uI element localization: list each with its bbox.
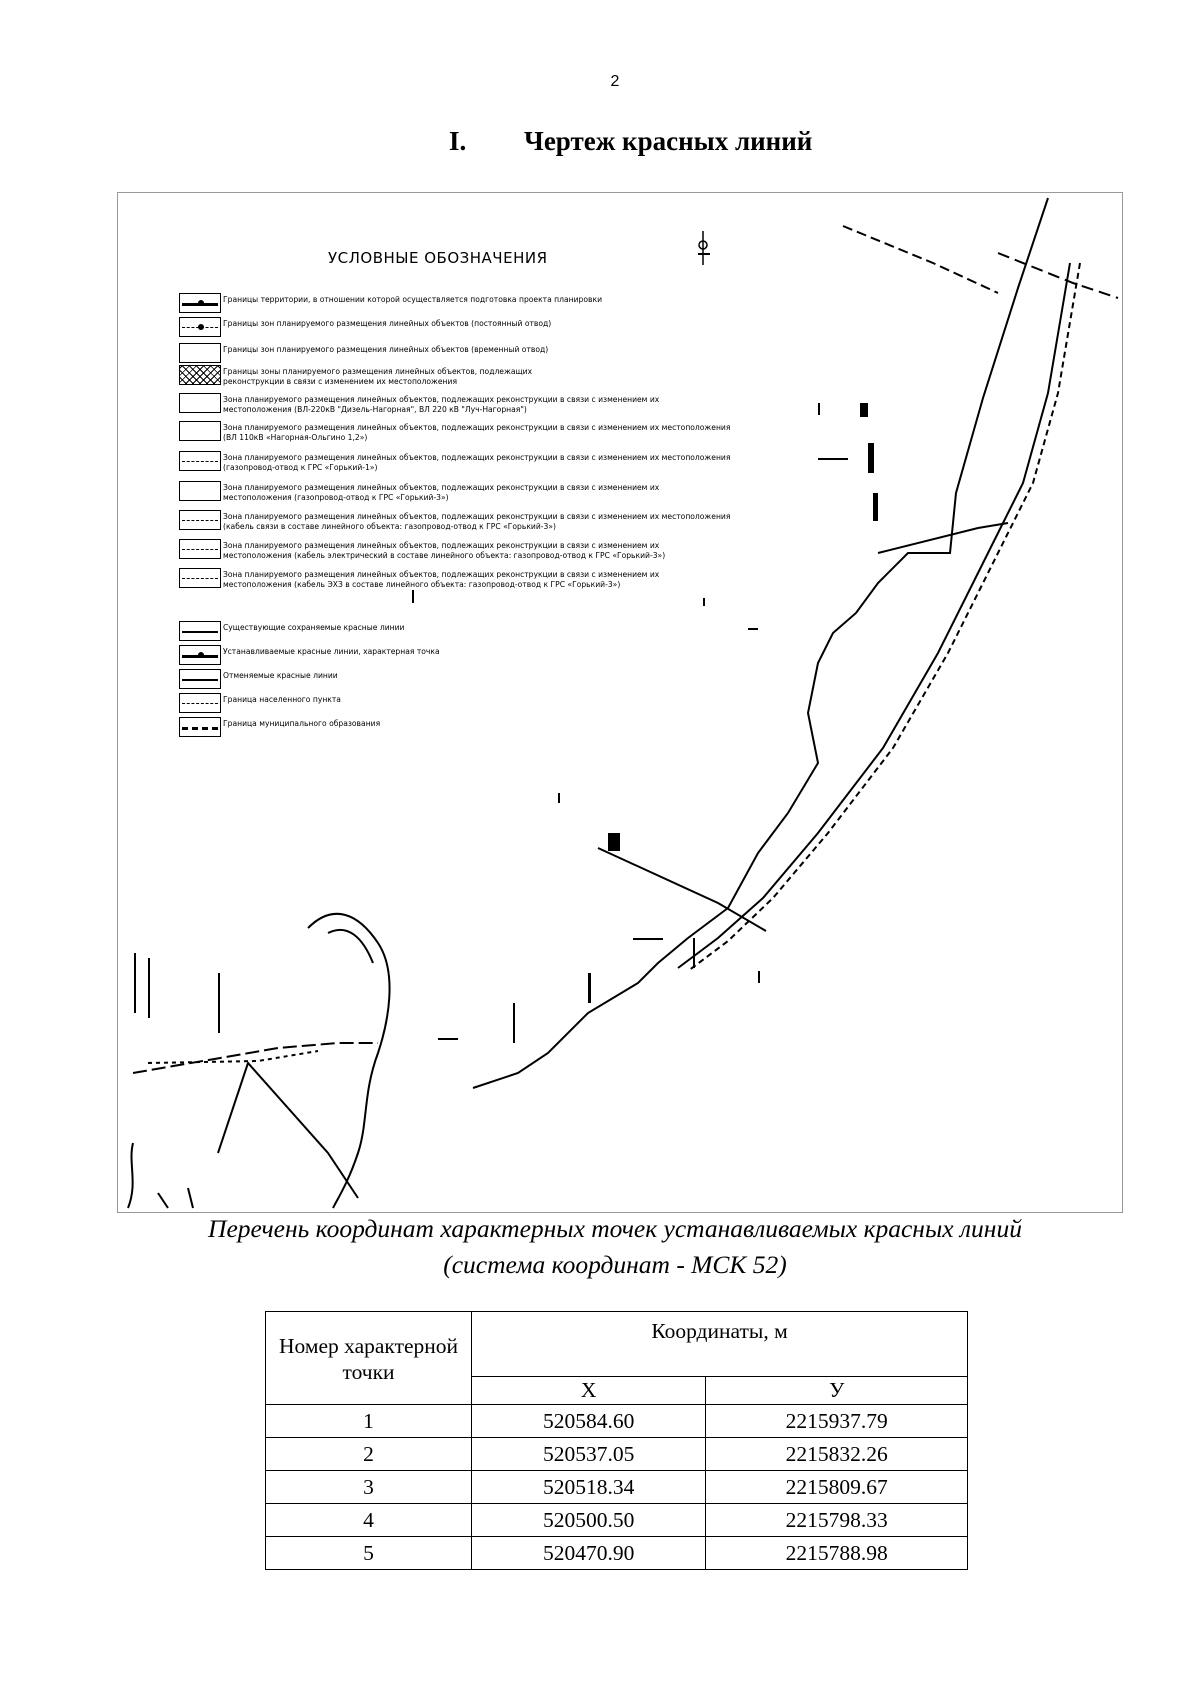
north-arrow-icon [699, 231, 707, 265]
legend-item-ehz-cable [179, 568, 879, 590]
header-y: У [706, 1377, 968, 1405]
field-boundary-2 [128, 1143, 133, 1208]
table-caption-line1: Перечень координат характерных точек устанавливаемых красных линий [208, 1214, 1022, 1243]
field-boundary-3 [158, 1188, 193, 1208]
coord-x: 520470.90 [472, 1537, 706, 1570]
section-heading [449, 126, 812, 157]
table-row [266, 1471, 968, 1504]
table-row [266, 1438, 968, 1471]
legend-symbol [179, 481, 221, 501]
crossing-line-top [843, 226, 998, 293]
coord-x: 520500.50 [472, 1504, 706, 1537]
page-number: 2 [610, 73, 620, 90]
coord-x: 520584.60 [472, 1405, 706, 1438]
legend-text: Зона планируемого размещения линейных объектов, подлежащих реконструкции в связи с изменением их местоположения (газопровод-отвод к ГРС «Горький-3») [223, 483, 660, 502]
legend-item-vl110 [179, 421, 879, 443]
point-number: 2 [266, 1438, 472, 1471]
legend-item-municipal-boundary [179, 717, 879, 737]
legend-symbol [179, 568, 221, 588]
west-boundary [133, 1043, 378, 1073]
header-point-number: Номер характерной точки [266, 1312, 472, 1405]
table-row [266, 1537, 968, 1570]
header-coordinates: Координаты, м [472, 1312, 968, 1377]
legend-symbol [179, 693, 221, 713]
legend-text: Устанавливаемые красные линии, характерная точка [223, 647, 440, 656]
legend-symbol [179, 293, 221, 313]
river-contour [308, 914, 390, 1208]
legend-text: Границы зоны планируемого размещения линейных объектов, подлежащих реконструкции в связи с изменением их местоположения [223, 367, 533, 386]
legend-text: Граница населенного пункта [223, 695, 341, 704]
legend-symbol [179, 645, 221, 665]
legend-symbol [179, 343, 221, 363]
legend-symbol [179, 451, 221, 471]
legend-text: Граница муниципального образования [223, 719, 381, 728]
legend-symbol [179, 717, 221, 737]
legend-symbol [179, 669, 221, 689]
legend-item-comm-cable [179, 510, 879, 532]
point-number: 5 [266, 1537, 472, 1570]
point-number: 1 [266, 1405, 472, 1438]
coord-x: 520537.05 [472, 1438, 706, 1471]
legend-symbol [179, 393, 221, 413]
legend-symbol [179, 539, 221, 559]
legend-text: Границы зон планируемого размещения линейных объектов (временный отвод) [223, 345, 549, 354]
coord-y: 2215832.26 [706, 1438, 968, 1471]
legend-title: УСЛОВНЫЕ ОБОЗНАЧЕНИЯ [328, 249, 548, 267]
table-row [266, 1504, 968, 1537]
section-title: Чертеж красных линий [524, 126, 813, 156]
legend-item-reconstruction-zone [179, 365, 879, 387]
legend-item-cancelled-red-lines [179, 669, 879, 689]
legend-text: Границы территории, в отношении которой осуществляется подготовка проекта планировки [223, 295, 602, 304]
legend-symbol [179, 621, 221, 641]
legend-text: Зона планируемого размещения линейных объектов, подлежащих реконструкции в связи с изменением их местоположения (ВЛ-220кВ "Дизель-Нагорная", ВЛ 220 кВ "Луч-Нагорная") [223, 395, 660, 414]
legend-text: Зона планируемого размещения линейных объектов, подлежащих реконструкции в связи с изменением их местоположения (кабель связи в составе линейного объекта: газопровод-отвод к ГРС «Горький-3») [223, 512, 731, 531]
legend-item-vl220 [179, 393, 879, 415]
legend-text: Зона планируемого размещения линейных объектов, подлежащих реконструкции в связи с изменением их местоположения (кабель электрический в составе линейного объекта: газопровод-отвод к ГРС «Горький-3») [223, 541, 666, 560]
legend-item-settlement-boundary [179, 693, 879, 713]
coord-y: 2215788.98 [706, 1537, 968, 1570]
point-number: 3 [266, 1471, 472, 1504]
legend-symbol [179, 365, 221, 385]
legend-text: Зона планируемого размещения линейных объектов, подлежащих реконструкции в связи с изменением их местоположения (кабель ЭХЗ в составе линейного объекта: газопровод-отвод к ГРС «Горький-3») [223, 570, 660, 589]
legend-text: Зона планируемого размещения линейных объектов, подлежащих реконструкции в связи с изменением их местоположения (ВЛ 110кВ «Нагорная-Ольгино 1,2») [223, 423, 731, 442]
legend-text: Отменяемые красные линии [223, 671, 338, 680]
river-contour-2 [328, 930, 373, 963]
legend-item-territory [179, 293, 879, 313]
coord-y: 2215937.79 [706, 1405, 968, 1438]
legend-item-permanent [179, 317, 879, 337]
legend-item-new-red-lines [179, 645, 879, 665]
legend-text: Границы зон планируемого размещения линейных объектов (постоянный отвод) [223, 319, 552, 328]
legend-symbol [179, 317, 221, 337]
table-row [266, 1405, 968, 1438]
field-boundary [218, 1063, 358, 1198]
coord-y: 2215798.33 [706, 1504, 968, 1537]
header-x: Х [472, 1377, 706, 1405]
table-caption-line2: (система координат - МСК 52) [443, 1250, 787, 1279]
legend-item-temporary [179, 343, 879, 363]
coord-y: 2215809.67 [706, 1471, 968, 1504]
point-number: 4 [266, 1504, 472, 1537]
legend-item-power-cable [179, 539, 879, 561]
legend-symbol [179, 421, 221, 441]
legend-item-existing-red-lines [179, 621, 879, 641]
legend-symbol [179, 510, 221, 530]
coord-x: 520518.34 [472, 1471, 706, 1504]
legend-item-gas-3 [179, 481, 879, 503]
section-number: I. [449, 126, 467, 156]
legend-text: Зона планируемого размещения линейных объектов, подлежащих реконструкции в связи с изменением их местоположения (газопровод-отвод к ГРС «Горький-1») [223, 453, 731, 472]
west-boundary-2 [148, 1051, 318, 1063]
red-lines-drawing [117, 192, 1123, 1213]
coordinates-table [265, 1311, 968, 1570]
crossing-line-mid [878, 523, 1008, 553]
legend-item-gas-1 [179, 451, 879, 473]
legend-text: Существующие сохраняемые красные линии [223, 623, 405, 632]
